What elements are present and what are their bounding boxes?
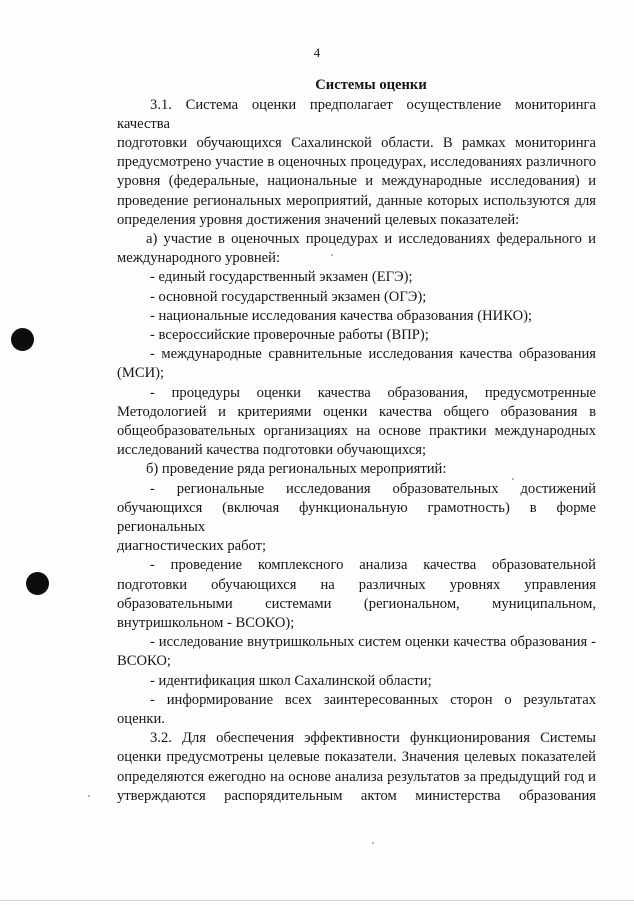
text-line: - единый государственный экзамен (ЕГЭ); (150, 269, 413, 286)
paragraph-3-2 (117, 729, 596, 806)
text-line: - идентификация школ Сахалинской области; (150, 672, 432, 689)
text-line: определяются ежегодно на основе анализа результатов за предыдущий год и (117, 768, 596, 785)
text-line: Методологией и критериями оценки качества общего образования в (117, 403, 596, 420)
text-line: обучающихся (включая функциональную грамотность) в форме региональных (117, 499, 596, 535)
paragraph-b (117, 460, 596, 479)
list-item-msi (117, 345, 596, 383)
text-line: международного уровней: (117, 250, 281, 267)
text-line: общеобразовательных организациях на основе практики международных (117, 422, 596, 439)
text-line: - международные сравнительные исследования качества образования (150, 346, 596, 363)
paragraph-a (117, 230, 596, 268)
list-item-vpr (117, 326, 596, 345)
list-item-regional-research (117, 480, 596, 557)
text-line: проведение региональных мероприятий, данные которых используются для (117, 192, 596, 209)
punch-hole-top (11, 328, 34, 351)
list-item-procedures (117, 384, 596, 461)
text-line: - проведение комплексного анализа качества образовательной (150, 557, 596, 574)
text-line: подготовки обучающихся на различных уровнях управления (117, 576, 596, 593)
list-item-complex-analysis (117, 556, 596, 633)
text-line: (МСИ); (117, 365, 165, 382)
punch-hole-bottom (26, 572, 49, 595)
text-line: диагностических работ; (117, 538, 267, 555)
text-line: 3.1. Система оценки предполагает осуществление мониторинга качества (117, 96, 596, 132)
scan-speck (372, 842, 374, 844)
scan-speck (88, 795, 90, 797)
paragraph-3-1 (117, 96, 596, 230)
text-line: - процедуры оценки качества образования, предусмотренные (150, 384, 596, 401)
text-line: уровня (федеральные, национальные и международные исследования) и (117, 173, 596, 190)
text-line: - основной государственный экзамен (ОГЭ); (150, 288, 427, 305)
text-line: - исследование внутришкольных систем оценки качества образования - (150, 634, 596, 651)
text-line: - информирование всех заинтересованных сторон о результатах оценки. (117, 691, 596, 727)
text-line: предусмотрено участие в оценочных процедурах, исследованиях различного (117, 154, 596, 171)
text-line: исследований качества подготовки обучающихся; (117, 442, 427, 459)
list-item-identification (117, 672, 596, 691)
text-line: образовательными системами (региональном, муниципальном, (117, 595, 596, 612)
list-item-informing (117, 691, 596, 729)
text-line: ВСОКО; (117, 653, 171, 670)
list-item-niko (117, 307, 596, 326)
text-line: оценки предусмотрены целевые показатели. Значения целевых показателей (117, 749, 596, 766)
page-bottom-edge (0, 900, 634, 901)
text-line: б) проведение ряда региональных мероприятий: (146, 461, 447, 478)
body-text (117, 96, 596, 807)
page-number: 4 (313, 45, 321, 60)
text-line: 3.2. Для обеспечения эффективности функционирования Системы (150, 730, 596, 747)
text-line: внутришкольном - ВСОКО); (117, 614, 295, 631)
text-line: определения уровня достижения значений целевых показателей: (117, 211, 520, 228)
text-line: - всероссийские проверочные работы (ВПР); (150, 326, 429, 343)
text-line: - региональные исследования образовательных достижений (150, 480, 596, 497)
list-item-vsoko (117, 633, 596, 671)
list-item-oge (117, 288, 596, 307)
text-line: подготовки обучающихся Сахалинской области. В рамках мониторинга (117, 134, 596, 151)
text-line: - национальные исследования качества образования (НИКО); (150, 307, 533, 324)
list-item-ege (117, 268, 596, 287)
text-line: утверждаются распорядительным актом министерства образования (117, 787, 596, 804)
text-line: а) участие в оценочных процедурах и исследованиях федерального и (146, 230, 596, 247)
section-heading: Системы оценки (315, 77, 427, 93)
